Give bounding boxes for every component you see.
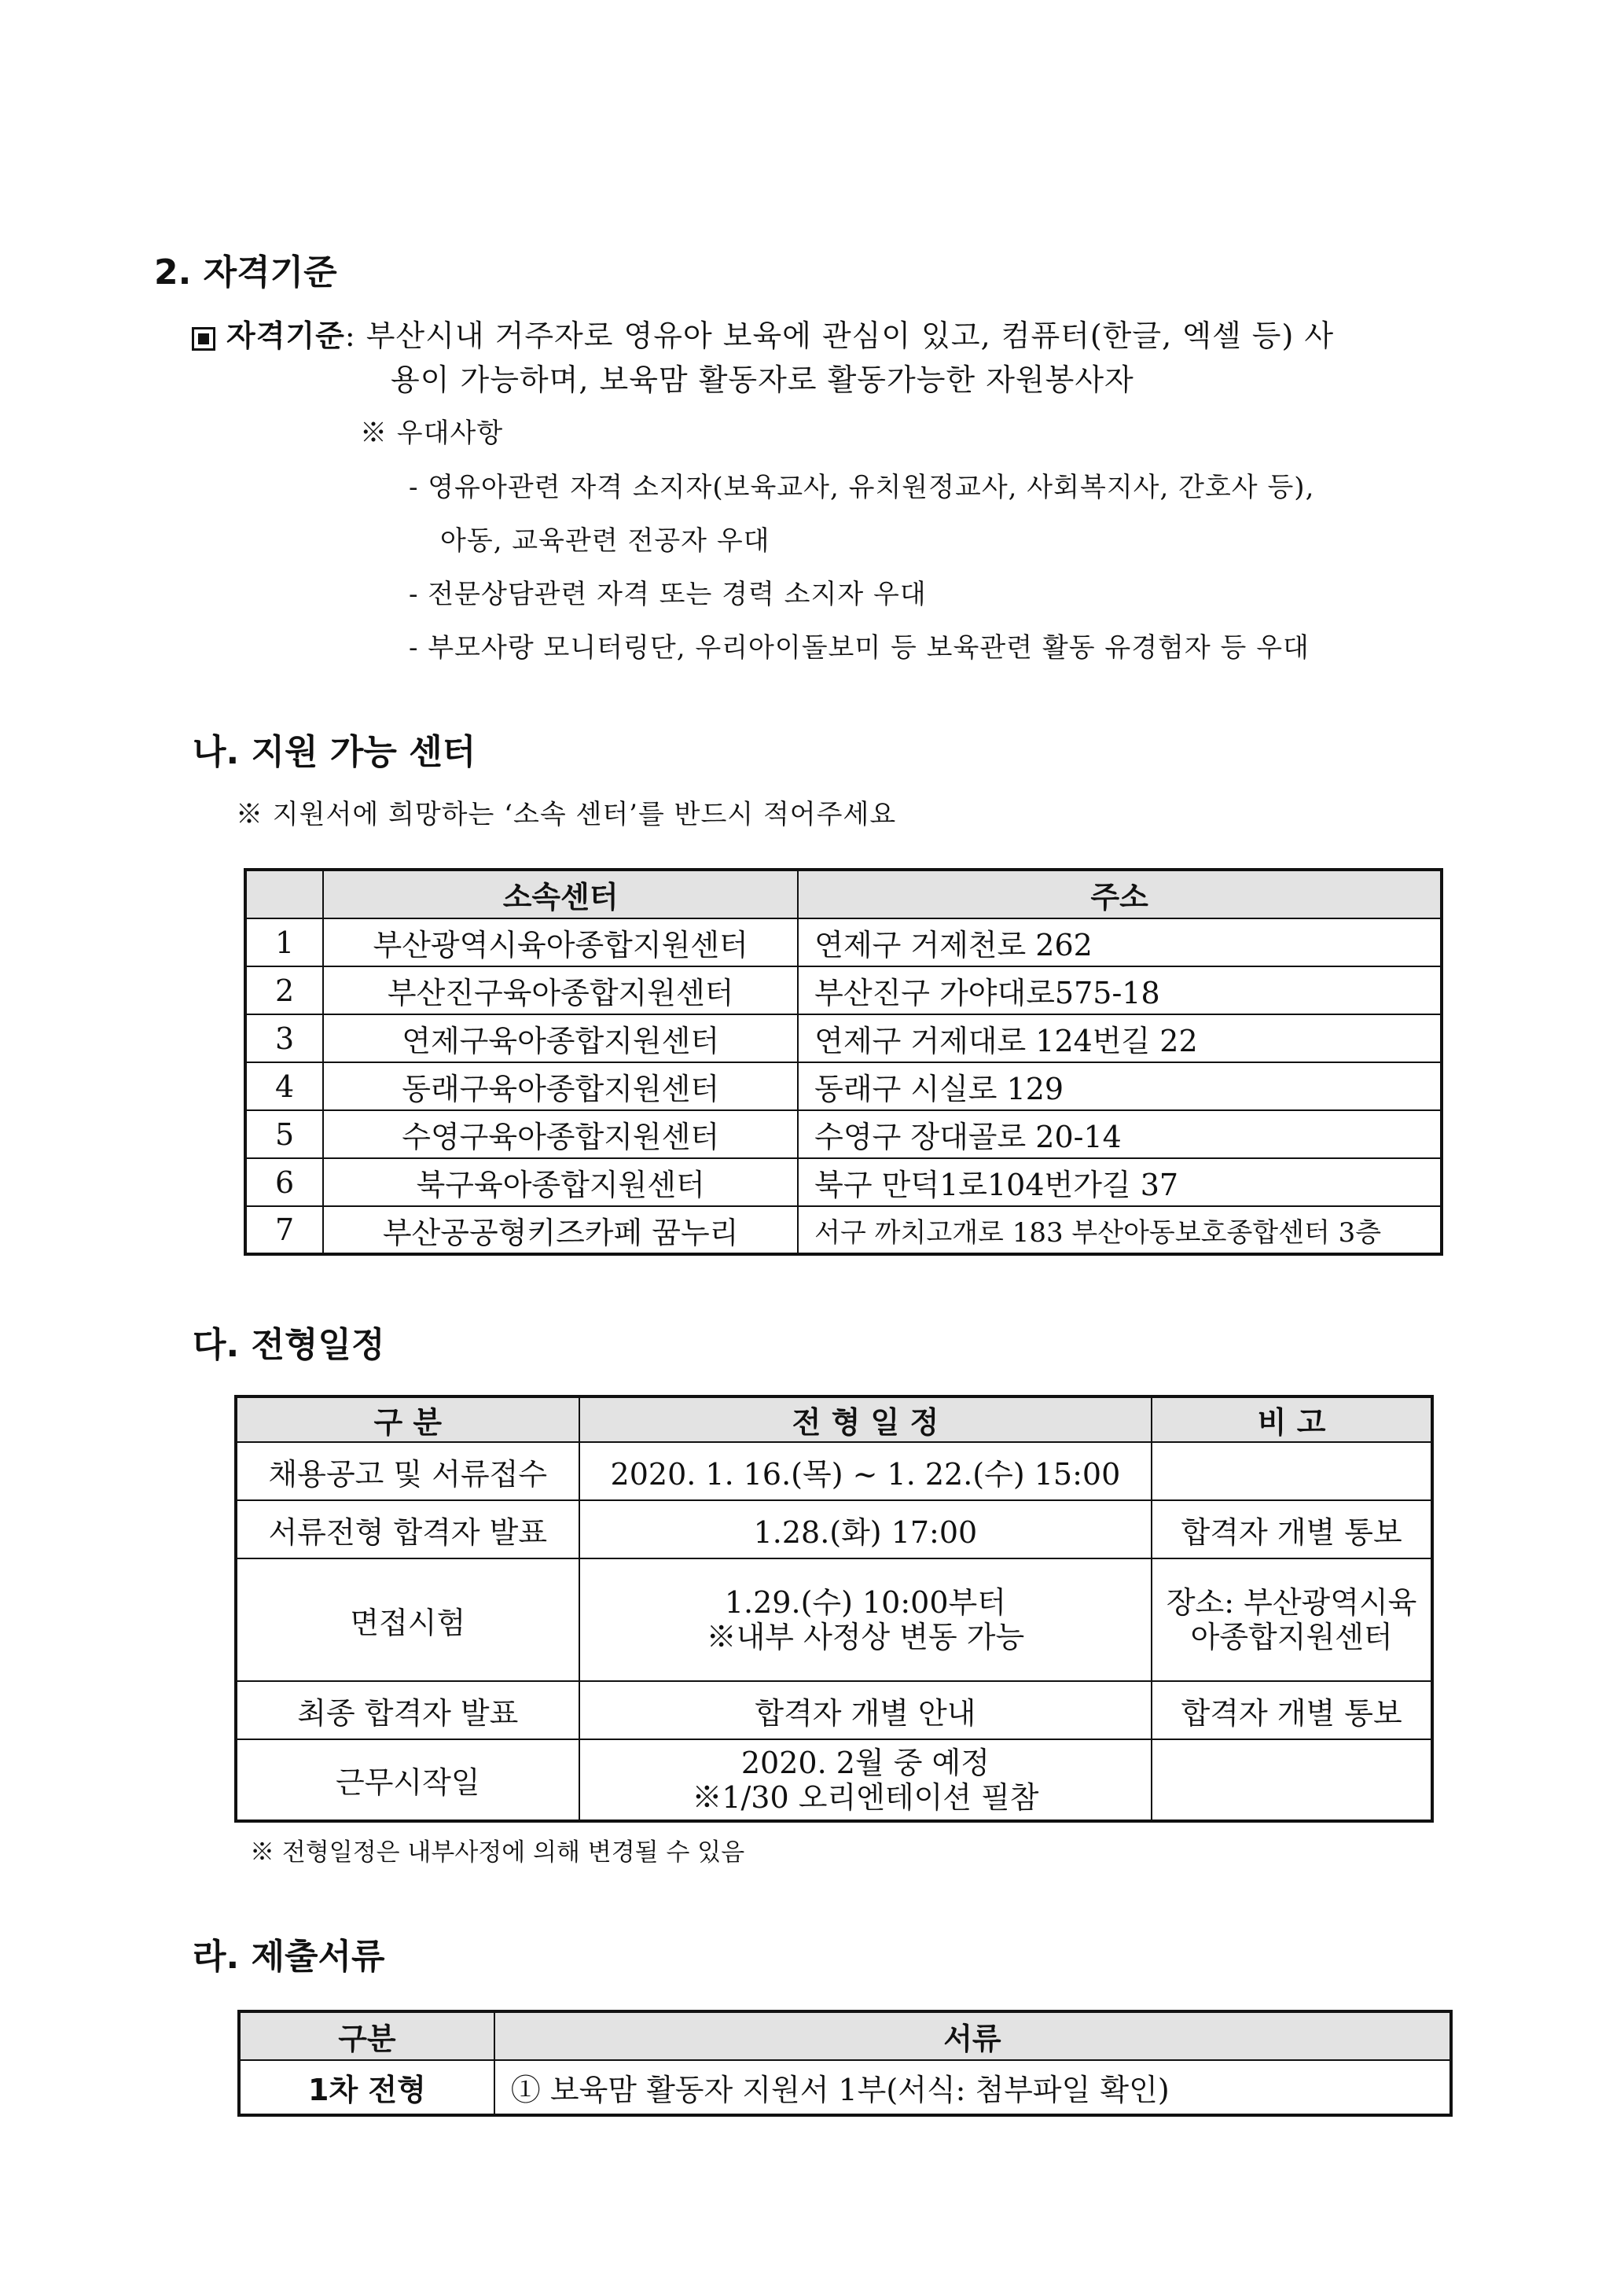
- schedule-category: 채용공고 및 서류접수: [236, 1442, 579, 1500]
- table-row: [245, 1014, 1442, 1062]
- schedule-remark: [1152, 1739, 1432, 1821]
- center-name: 북구육아종합지원센터: [323, 1158, 798, 1206]
- document-category: 1차 전형: [239, 2060, 494, 2115]
- criteria-line-2: 용이 가능하며, 보육맘 활동자로 활동가능한 자원봉사자: [391, 362, 1134, 397]
- schedule-note: ※ 전형일정은 내부사정에 의해 변경될 수 있음: [250, 1838, 745, 1867]
- schedule-date: 1.28.(화) 17:00: [579, 1500, 1152, 1558]
- section-title-schedule: 다. 전형일정: [193, 1325, 385, 1365]
- schedule-date: 합격자 개별 안내: [579, 1681, 1152, 1739]
- table-row: [236, 1558, 1432, 1681]
- center-address: 서구 까치고개로 183 부산아동보호종합센터 3층: [798, 1206, 1442, 1254]
- preference-title: ※ 우대사항: [360, 418, 504, 449]
- table-row: [239, 2060, 1451, 2115]
- center-address: 수영구 장대골로 20-14: [798, 1110, 1442, 1158]
- schedule-category: 근무시작일: [236, 1739, 579, 1821]
- center-no: 2: [245, 966, 323, 1014]
- preference-item-1: - 영유아관련 자격 소지자(보육교사, 유치원정교사, 사회복지사, 간호사 등),: [409, 472, 1315, 503]
- centers-header-address: 주소: [798, 870, 1442, 918]
- section-title-centers: 나. 지원 가능 센터: [193, 732, 476, 772]
- preference-item-3: - 부모사랑 모니터링단, 우리아이돌보미 등 보육관련 활동 유경험자 등 우대: [409, 632, 1310, 664]
- schedule-date-note: ※내부 사정상 변동 가능: [706, 1620, 1025, 1654]
- center-no: 4: [245, 1062, 323, 1110]
- document-item: ① 보육맘 활동자 지원서 1부(서식: 첨부파일 확인): [494, 2060, 1451, 2115]
- center-address: 연제구 거제천로 262: [798, 918, 1442, 966]
- table-row: [236, 1681, 1432, 1739]
- schedule-category: 서류전형 합격자 발표: [236, 1500, 579, 1558]
- documents-table: [237, 2010, 1453, 2117]
- preference-item-2: - 전문상담관련 자격 또는 경력 소지자 우대: [409, 579, 927, 610]
- center-no: 5: [245, 1110, 323, 1158]
- schedule-header-category: 구 분: [236, 1396, 579, 1442]
- table-row: [245, 918, 1442, 966]
- table-row: [236, 1739, 1432, 1821]
- center-address: 동래구 시실로 129: [798, 1062, 1442, 1110]
- schedule-remark: 합격자 개별 통보: [1152, 1500, 1432, 1558]
- schedule-remark: 합격자 개별 통보: [1152, 1681, 1432, 1739]
- schedule-date: 2020. 1. 16.(목) ~ 1. 22.(수) 15:00: [579, 1442, 1152, 1500]
- preference-item-1-cont: 아동, 교육관련 전공자 우대: [440, 525, 770, 557]
- center-name: 부산진구육아종합지원센터: [323, 966, 798, 1014]
- center-name: 부산광역시육아종합지원센터: [323, 918, 798, 966]
- centers-header-no: [245, 870, 323, 918]
- center-name: 수영구육아종합지원센터: [323, 1110, 798, 1158]
- table-row: [236, 1500, 1432, 1558]
- criteria-label: 자격기준: [226, 318, 345, 353]
- center-name: 동래구육아종합지원센터: [323, 1062, 798, 1110]
- table-row: [236, 1442, 1432, 1500]
- table-row: [245, 1206, 1442, 1254]
- criteria-line-1: [192, 311, 1334, 355]
- center-address: 연제구 거제대로 124번길 22: [798, 1014, 1442, 1062]
- table-row: [245, 1062, 1442, 1110]
- table-row: [245, 966, 1442, 1014]
- schedule-date: 1.29.(수) 10:00부터: [724, 1585, 1006, 1620]
- schedule-date: 2020. 2월 중 예정: [740, 1745, 990, 1780]
- schedule-table: [234, 1395, 1434, 1823]
- schedule-date-cell: [579, 1558, 1152, 1681]
- table-row: [245, 1158, 1442, 1206]
- documents-header-category: 구분: [239, 2011, 494, 2060]
- centers-note: ※ 지원서에 희망하는 ‘소속 센터’를 반드시 적어주세요: [236, 799, 897, 830]
- criteria-text-1: : 부산시내 거주자로 영유아 보육에 관심이 있고, 컴퓨터(한글, 엑셀 등) 사: [344, 318, 1335, 353]
- center-no: 3: [245, 1014, 323, 1062]
- schedule-date-cell: [579, 1739, 1152, 1821]
- schedule-date-note: ※1/30 오리엔테이션 필참: [692, 1779, 1039, 1815]
- center-no: 1: [245, 918, 323, 966]
- schedule-category: 최종 합격자 발표: [236, 1681, 579, 1739]
- center-address: 북구 만덕1로104번가길 37: [798, 1158, 1442, 1206]
- section-title-documents: 라. 제출서류: [193, 1937, 385, 1977]
- section-title-qualification: 2. 자격기준: [154, 252, 337, 293]
- schedule-remark: 장소: 부산광역시육아종합지원센터: [1152, 1558, 1432, 1681]
- schedule-header-schedule: 전 형 일 정: [579, 1396, 1152, 1442]
- center-address: 부산진구 가야대로575-18: [798, 966, 1442, 1014]
- center-name: 연제구육아종합지원센터: [323, 1014, 798, 1062]
- schedule-header-remark: 비 고: [1152, 1396, 1432, 1442]
- schedule-category: 면접시험: [236, 1558, 579, 1681]
- documents-header-document: 서류: [494, 2011, 1451, 2060]
- center-name: 부산공공형키즈카페 꿈누리: [323, 1206, 798, 1254]
- schedule-remark: [1152, 1442, 1432, 1500]
- centers-table: [244, 868, 1443, 1256]
- center-no: 6: [245, 1158, 323, 1206]
- bullet-square-icon: [192, 327, 215, 351]
- center-no: 7: [245, 1206, 323, 1254]
- centers-header-center: 소속센터: [323, 870, 798, 918]
- table-row: [245, 1110, 1442, 1158]
